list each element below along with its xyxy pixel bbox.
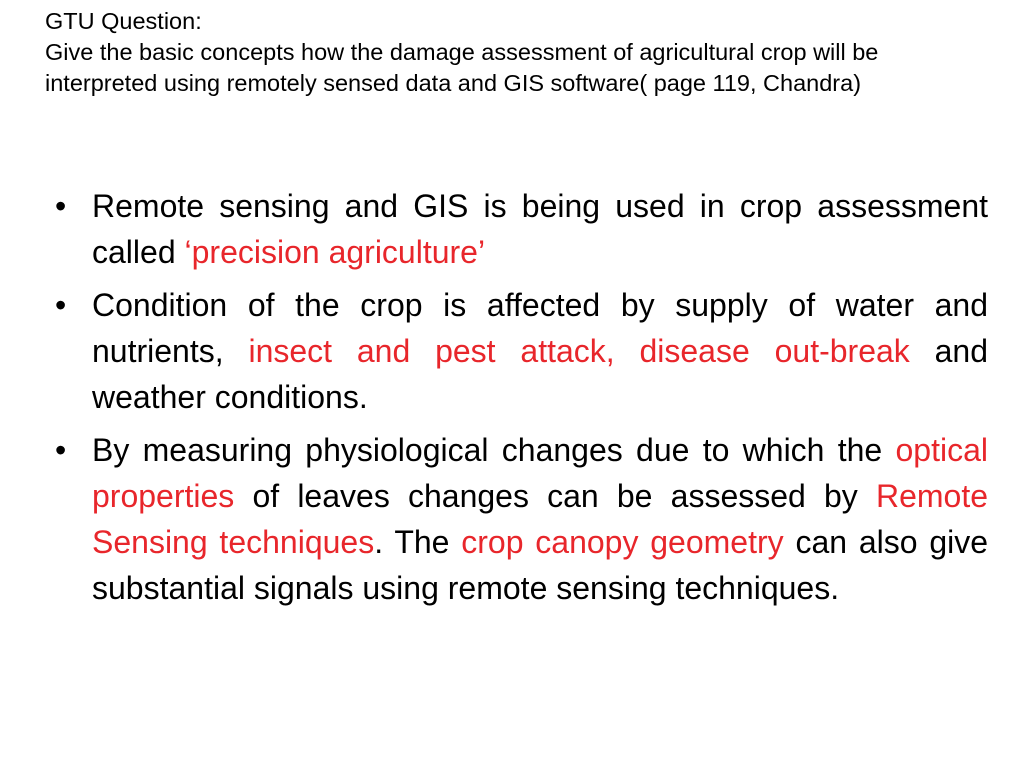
bullet-text: and weather conditions. — [92, 333, 989, 415]
bullet-dot-icon: • — [55, 432, 67, 468]
title-line-2: Give the basic concepts how the damage assessment of agricultural crop will be interpreted using remotely sensed data and GIS software( page 119, Chandra) — [45, 39, 879, 96]
bullet-text: Remote sensing and GIS is being used in crop assessment called — [92, 188, 988, 270]
bullet-list — [55, 183, 988, 618]
bullet-text: can also give substantial signals using remote sensing techniques. — [92, 524, 989, 606]
highlighted-text: crop canopy geometry — [461, 524, 784, 560]
highlighted-text: Remote Sensing techniques — [92, 478, 988, 560]
bullet-text: . The — [374, 524, 462, 560]
bullet-text: By measuring physiological changes due to which the — [92, 432, 896, 468]
bullet-item-2 — [55, 282, 988, 420]
slide-title — [45, 6, 995, 99]
bullet-item-3 — [55, 427, 988, 611]
bullet-text: Condition of the crop is affected by supply of water and nutrients, — [92, 287, 988, 369]
bullet-text: of leaves changes can be assessed by — [234, 478, 876, 514]
bullet-dot-icon: • — [55, 287, 67, 323]
bullet-item-1 — [55, 183, 988, 275]
bullet-dot-icon: • — [55, 188, 67, 224]
highlighted-text: insect and pest attack, disease out-break — [248, 333, 910, 369]
highlighted-text: optical properties — [92, 432, 988, 514]
title-line-1: GTU Question: — [45, 8, 202, 34]
highlighted-text: ‘precision agriculture’ — [184, 234, 486, 270]
